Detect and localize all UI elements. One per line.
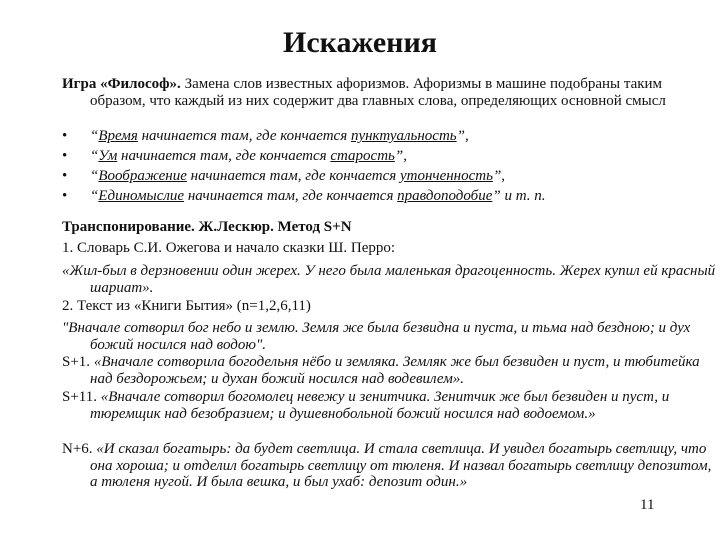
key-word: Ум xyxy=(98,148,118,164)
page-number: 11 xyxy=(640,497,655,513)
quote-mark: “ xyxy=(90,188,99,204)
bullet-text: начинается там, где кончается xyxy=(186,168,400,184)
intro-text: Замена слов известных афоризмов. Афоризмы в машине подобраны таким образом, что каждый из них содержит два главных слова, определяющих основной смысл xyxy=(90,76,666,109)
key-word: Время xyxy=(98,128,138,144)
quote-mark: “ xyxy=(90,168,99,184)
bullet-item xyxy=(62,148,407,164)
section-heading: Транспонирование. Ж.Лескюр. Метод S+N xyxy=(62,219,352,235)
variant-s1 xyxy=(62,354,720,387)
key-word: пунктуальность xyxy=(350,128,457,144)
key-word: утонченность xyxy=(399,168,493,184)
variant-label: S+11. xyxy=(62,389,101,405)
key-word: Единомыслие xyxy=(98,188,185,204)
quote-2: "Вначале сотворил бог небо и землю. Земля же была безвидна и пуста, и тьма над бездною; и дух божий носился над водою". xyxy=(62,320,691,353)
intro-paragraph xyxy=(62,76,720,109)
quote-mark: “ xyxy=(90,148,99,164)
variant-label: N+6. xyxy=(62,441,97,457)
variant-text: «Вначале сотворила богодельня нёбо и земляка. Земляк же был безвиден и пуст, и тюбитейка над бездорожьем; и духан божий носился над водевилем». xyxy=(90,354,700,387)
bullet-icon: • xyxy=(62,128,68,144)
bullet-item xyxy=(62,188,546,204)
bullet-icon: • xyxy=(62,148,68,164)
slide-title: Искажения xyxy=(283,26,437,59)
intro-bold: Игра «Философ». xyxy=(62,76,181,92)
bullet-text: ”, xyxy=(492,168,506,184)
key-word: Воображение xyxy=(98,168,187,184)
bullet-icon: • xyxy=(62,188,68,204)
key-word: старость xyxy=(330,148,395,164)
bullet-item xyxy=(62,168,505,184)
variant-text: «Вначале сотворил богомолец невежу и зенитчика. Зенитчик же был безвиден и пуст, и тюремщик над безобразием; и душевнобольной божий носился над водоемом.» xyxy=(90,389,670,422)
bullet-item xyxy=(62,128,469,144)
bullet-text: ”, xyxy=(394,148,407,164)
bullet-text: начинается там, где кончается xyxy=(137,128,351,144)
quote-mark: “ xyxy=(90,128,99,144)
variant-text: «И сказал богатырь: да будет светлица. И стала светлица. И увидел богатырь светлицу, что она хороша; и отделил богатырь светлицу от тюленя. И назвал богатырь светлицу депозитом, а тюленя нугой. И была вешка, и был ухаб: депозит один.» xyxy=(90,441,712,490)
item-1: 1. Словарь С.И. Ожегова и начало сказки Ш. Перро: xyxy=(62,240,396,256)
variant-s11 xyxy=(62,389,720,422)
bullet-icon: • xyxy=(62,168,68,184)
item-2: 2. Текст из «Книги Бытия» (n=1,2,6,11) xyxy=(62,298,311,314)
variant-label: S+1. xyxy=(62,354,94,370)
key-word: правдоподобие xyxy=(397,188,493,204)
bullet-text: ”, xyxy=(456,128,469,144)
bullet-text: начинается там, где кончается xyxy=(117,148,331,164)
bullet-text: начинается там, где кончается xyxy=(184,188,398,204)
bullet-text: ” и т. п. xyxy=(492,188,546,204)
quote-1: «Жил-был в дерзновении один жерех. У него была маленькая драгоценность. Жерех купил ей красный шариат». xyxy=(62,263,716,296)
variant-n6 xyxy=(62,441,720,491)
